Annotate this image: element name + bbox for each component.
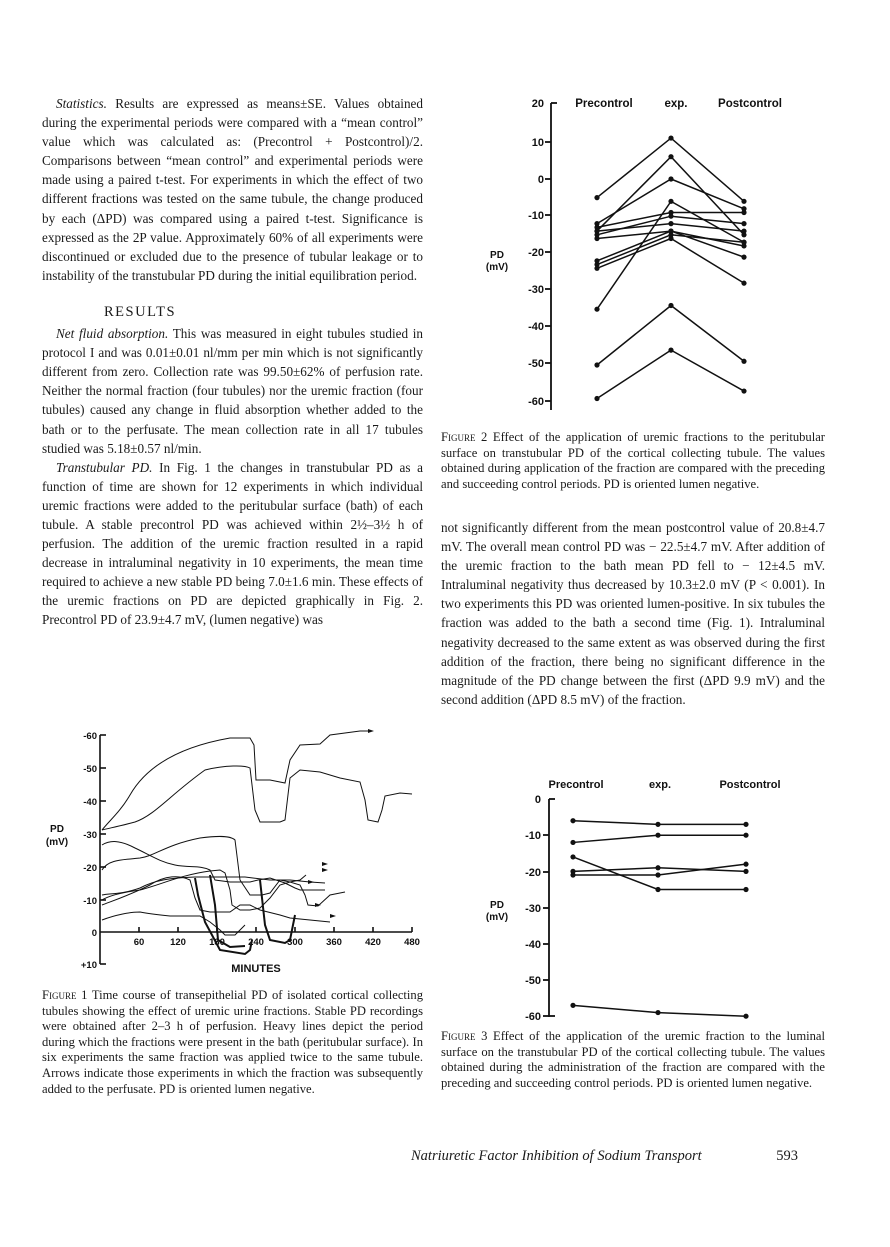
- figure1-chart: [0, 725, 445, 980]
- fig2-ytick: -20: [528, 247, 544, 259]
- data-point: [655, 887, 660, 892]
- data-point: [668, 214, 673, 219]
- data-point: [668, 199, 673, 204]
- fig1-ytick: -30: [83, 830, 97, 841]
- fig2-ytick: -30: [528, 284, 544, 296]
- fig2-ytick: -40: [528, 321, 544, 333]
- data-point: [741, 240, 746, 245]
- data-point: [743, 862, 748, 867]
- fig2-ylabel-unit: (mV): [485, 262, 509, 273]
- figure2-caption: [441, 430, 825, 492]
- data-point: [743, 887, 748, 892]
- data-point: [570, 1003, 575, 1008]
- page-number: 593: [776, 1148, 798, 1164]
- statistics-runin: Statistics.: [56, 96, 107, 111]
- figure2-series: [594, 135, 746, 401]
- page-footer: [411, 1148, 798, 1165]
- data-point: [668, 176, 673, 181]
- arrow-icon: [322, 862, 328, 866]
- fig2-ytick: 10: [531, 137, 544, 149]
- fig1-xtick: 240: [248, 937, 264, 948]
- figure2-label: Figure 2: [441, 430, 488, 444]
- fig3-ylabel-unit: (mV): [485, 912, 509, 923]
- figure1-label: Figure 1: [42, 988, 88, 1002]
- fig3-ytick: -10: [525, 830, 541, 842]
- fig1-ytick: +10: [80, 960, 97, 971]
- fig1-xtick: 60: [133, 937, 145, 948]
- net-fluid-text: This was measured in eight tubules studied in protocol I and was 0.01±0.01 nl/mm per min which is not significantly different from zero. Collection rate was 99.50±62% of perfusion rate. Neither the normal fraction (four tubules) nor the uremic fraction (four tubules) caused any change in fluid absorption whether added to the bath or to the perfusate. The mean collection rate in all 17 tubules studied was 5.18±0.57 nl/min.: [42, 326, 423, 456]
- fig3-col-label: exp.: [648, 779, 672, 791]
- data-point: [594, 362, 599, 367]
- fig1-xtick: 420: [365, 937, 381, 948]
- data-point: [743, 869, 748, 874]
- data-point: [570, 854, 575, 859]
- figure3-chart: [470, 772, 820, 1027]
- left-column-text: [42, 94, 423, 630]
- data-point: [655, 865, 660, 870]
- fig1-ytick: -50: [83, 764, 97, 775]
- data-point: [741, 255, 746, 260]
- data-point: [668, 135, 673, 140]
- running-title: Natriuretic Factor Inhibition of Sodium Transport: [411, 1148, 702, 1164]
- data-point: [655, 872, 660, 877]
- data-point: [668, 154, 673, 159]
- fig1-ylabel: PD: [50, 824, 64, 835]
- data-point: [594, 228, 599, 233]
- figure3-label: Figure 3: [441, 1029, 488, 1043]
- fig1-ytick: 0: [91, 928, 97, 939]
- arrow-icon: [368, 729, 374, 733]
- fig2-ytick: -50: [528, 358, 544, 370]
- fig1-xtick: 480: [404, 937, 420, 948]
- statistics-text: Results are expressed as means±SE. Values obtained during the experimental periods were compared with a “mean control” value which was calculated as: (Precontrol + Postcontrol)/2. Comparisons between “mean control” and experimental periods were made using a paired t-test. For experiments in which the effect of two different fractions was tested on the same tubule, the change produced by each (ΔPD) was compared using a paired t-test. Significance is expressed as the 2P value. Approximately 60% of all experiments were discontinued or excluded due to the presence of tubular leakage or to instability of the transtubular PD during the initial equilibration period.: [42, 96, 423, 283]
- data-point: [741, 210, 746, 215]
- figure3-series: [570, 818, 748, 1019]
- fig3-ytick: -40: [525, 939, 541, 951]
- fig1-xtick: 180: [209, 937, 225, 948]
- fig1-xtick: 120: [170, 937, 186, 948]
- data-point: [741, 221, 746, 226]
- figure2-caption-text: Effect of the application of uremic fractions to the peritubular surface on transtubular PD of the cortical collecting tubule. The values obtained during application of the fraction are compared with the preceding and succeeding control periods. PD is oriented lumen negative.: [441, 430, 825, 491]
- fig3-ytick: -60: [525, 1011, 541, 1023]
- series-line: [597, 350, 744, 398]
- data-point: [594, 266, 599, 271]
- data-point: [741, 228, 746, 233]
- fig1-xlabel: MINUTES: [231, 963, 281, 975]
- results-heading: RESULTS: [104, 303, 177, 320]
- fig3-col-label: Precontrol: [548, 779, 604, 791]
- fig1-xtick: 360: [326, 937, 342, 948]
- data-point: [743, 1014, 748, 1019]
- statistics-paragraph: [42, 94, 423, 285]
- right-column-text: [441, 518, 825, 709]
- fig3-ytick: -20: [525, 867, 541, 879]
- transtubular-runin: Transtubular PD.: [56, 459, 153, 475]
- data-point: [668, 348, 673, 353]
- data-point: [668, 236, 673, 241]
- fig1-xtick: 300: [287, 937, 303, 948]
- fig1-ytick: -10: [83, 896, 97, 907]
- net-fluid-paragraph: [42, 324, 423, 458]
- fig3-ytick: -50: [525, 975, 541, 987]
- data-point: [668, 303, 673, 308]
- fig1-ytick: -60: [83, 731, 97, 742]
- transtubular-text: In Fig. 1 the changes in transtubular PD as a function of time are shown for 12 experiments in which individual uremic fractions were added to the peritubular surface (bath) of each tubule. A stable precontrol PD was achieved within 2½–3½ h of perfusion. The addition of the uremic fraction resulted in a rapid decrease in intraluminal negativity in 10 experiments, the mean time required to achieve a new stable PD being 7.0±1.6 min. These effects of the uremic fractions on PD are depicted graphically in Fig. 2. Precontrol PD of 23.9±4.7 mV, (lumen negative) was: [42, 459, 423, 628]
- figure1-caption: [42, 988, 423, 1097]
- figure2-axes: [545, 103, 557, 410]
- fig3-ylabel: PD: [490, 900, 504, 911]
- figure3-caption: [441, 1029, 825, 1091]
- data-point: [741, 388, 746, 393]
- data-point: [741, 199, 746, 204]
- data-point: [743, 833, 748, 838]
- data-point: [743, 822, 748, 827]
- data-point: [594, 195, 599, 200]
- transtubular-paragraph: [42, 458, 423, 630]
- data-point: [655, 833, 660, 838]
- series-line: [597, 138, 744, 201]
- data-point: [741, 359, 746, 364]
- fig1-ylabel-unit: (mV): [45, 837, 69, 848]
- figure1-traces: [102, 731, 412, 935]
- series-line: [597, 305, 744, 365]
- fig2-ylabel: PD: [490, 250, 504, 261]
- arrow-icon: [308, 880, 314, 884]
- fig2-col-label: Precontrol: [575, 98, 633, 110]
- figure2-chart: [460, 90, 830, 410]
- data-point: [655, 822, 660, 827]
- data-point: [570, 840, 575, 845]
- fig2-ytick: 20: [531, 98, 544, 110]
- figure3-caption-text: Effect of the application of the uremic fraction to the luminal surface on the transtubular PD of the cortical collecting tubule. The values obtained during the administration of the fraction are compared with the preceding and succeeding control periods. PD is oriented lumen negative.: [441, 1029, 825, 1090]
- fig3-ytick: -30: [525, 903, 541, 915]
- fig3-ytick: 0: [534, 794, 541, 806]
- fig3-col-label: Postcontrol: [719, 779, 781, 791]
- figure3-axes: [543, 799, 555, 1017]
- fig2-ytick: -60: [528, 396, 544, 408]
- continuation-paragraph: not significantly different from the mean postcontrol value of 20.8±4.7 mV. The overall mean control PD was − 22.5±4.7 mV. After addition of the uremic fraction to the bath mean PD fell to − 12±4.5 mV. Intraluminal negativity thus decreased by 10.3±2.0 mV (P < 0.001). In two experiments this PD was oriented lumen-positive. In six tubules the fraction was added to the bath a second time (Fig. 1). Intraluminal negativity decreased to the same extent as was observed during the first addition of the fraction, there being no significant difference in the magnitude of the PD change between the first (ΔPD 9.9 mV) and the second addition (ΔPD 8.5 mV) of the fraction.: [441, 520, 825, 707]
- data-point: [594, 307, 599, 312]
- data-point: [655, 1010, 660, 1015]
- data-point: [668, 221, 673, 226]
- data-point: [594, 396, 599, 401]
- data-point: [570, 818, 575, 823]
- fig2-ytick: 0: [537, 174, 544, 186]
- data-point: [570, 872, 575, 877]
- arrow-icon: [330, 914, 336, 918]
- arrow-icon: [322, 868, 328, 872]
- fig1-ytick: -20: [83, 863, 97, 874]
- fig2-col-label: exp.: [664, 98, 688, 110]
- fig1-ytick: -40: [83, 797, 97, 808]
- fig2-ytick: -10: [528, 210, 544, 222]
- data-point: [594, 236, 599, 241]
- data-point: [741, 281, 746, 286]
- net-fluid-runin: Net fluid absorption.: [56, 326, 169, 342]
- figure1-axes: [100, 735, 412, 964]
- figure1-caption-text: Time course of transepithelial PD of isolated cortical collecting tubules showing the effect of uremic urine fractions. Stable PD recordings were obtained after 2–3 h of perfusion. Heavy lines depict the period during which the fractions were present in the bath (peritubular surface). In six experiments the same fraction was applied twice to the same tubule. Arrows indicate those experiments in which the fraction was subsequently added to the perfusate. PD is oriented lumen negative.: [42, 988, 423, 1096]
- fig2-col-label: Postcontrol: [718, 98, 782, 110]
